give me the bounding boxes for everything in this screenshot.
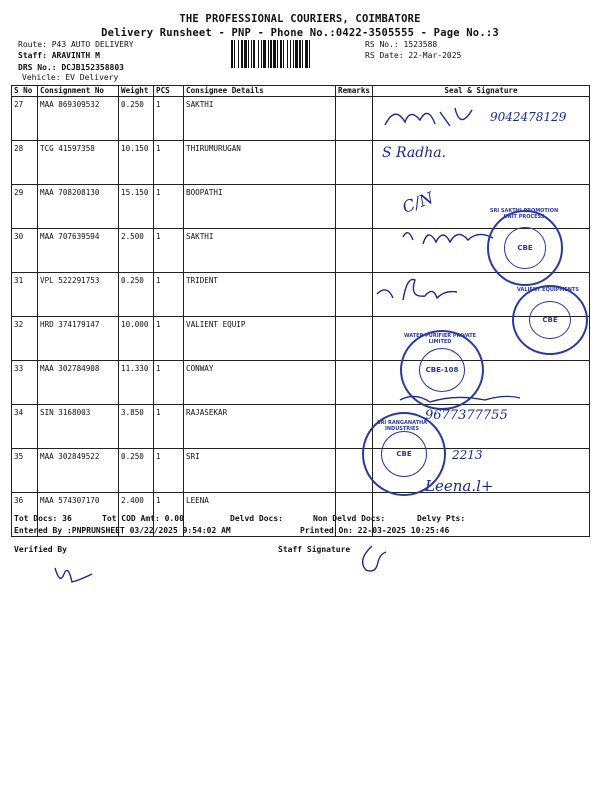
row-pcs: 1	[154, 317, 184, 361]
table-row	[12, 317, 590, 361]
row-remarks	[336, 273, 373, 317]
total-cod: Tot COD Amt: 0.00	[102, 514, 184, 523]
stamp-water-purifier-text: WATER PURIFIER PRIVATE LIMITED	[403, 333, 477, 345]
runsheet-subtitle: Delivery Runsheet - PNP - Phone No.:0422-3505555 - Page No.:3	[101, 27, 499, 39]
row-weight: 0.250	[119, 97, 154, 141]
row-remarks	[336, 317, 373, 361]
table-row	[12, 449, 590, 493]
signature-29: C/N	[399, 188, 436, 217]
row-consignee: SRI	[184, 449, 336, 493]
row-weight: 10.000	[119, 317, 154, 361]
row-consignee: CONWAY	[184, 361, 336, 405]
row-sno: 30	[12, 229, 38, 273]
row-consignment: MAA 574307170	[38, 493, 119, 537]
stamp-sakthi-center: CBE	[504, 227, 546, 269]
stamp-valient-text: VALIENT EQUIPMENTS	[516, 287, 580, 293]
row-pcs: 1	[154, 97, 184, 141]
row-sno: 34	[12, 405, 38, 449]
col-consignee: Consignee Details	[184, 86, 336, 97]
row-remarks	[336, 97, 373, 141]
delivery-points: Delvy Pts:	[417, 514, 466, 523]
row-consignment: MAA 708208130	[38, 185, 119, 229]
signature-35: 2213	[452, 448, 483, 462]
verified-by-label: Verified By	[14, 545, 67, 554]
row-sno: 29	[12, 185, 38, 229]
col-sno: S No	[12, 86, 38, 97]
staff-signature-scribble	[352, 542, 392, 578]
rs-number: RS No.: 1523588	[365, 40, 438, 49]
signature-31-scribble	[375, 272, 465, 306]
rs-date: RS Date: 22-Mar-2025	[365, 51, 462, 60]
row-weight: 3.850	[119, 405, 154, 449]
stamp-valient	[512, 285, 588, 355]
col-pcs: PCS	[154, 86, 184, 97]
row-weight: 11.330	[119, 361, 154, 405]
row-sno: 31	[12, 273, 38, 317]
row-sno: 36	[12, 493, 38, 537]
row-pcs: 1	[154, 361, 184, 405]
col-seal: Seal & Signature	[373, 86, 590, 97]
vehicle-label: Vehicle: EV Delivery	[22, 73, 119, 82]
row-weight: 2.500	[119, 229, 154, 273]
runsheet-table	[11, 85, 590, 537]
signature-27-phone: 9042478129	[490, 110, 567, 124]
row-remarks	[336, 229, 373, 273]
row-pcs: 1	[154, 405, 184, 449]
stamp-water-purifier-center: CBE-108	[419, 348, 465, 392]
row-consignee: TRIDENT	[184, 273, 336, 317]
col-remarks: Remarks	[336, 86, 373, 97]
row-pcs: 1	[154, 185, 184, 229]
company-title: THE PROFESSIONAL COURIERS, COIMBATORE	[179, 13, 421, 25]
delivered-docs: Delvd Docs:	[230, 514, 283, 523]
stamp-valient-center: CBE	[529, 301, 571, 339]
signature-36: Leena.l+	[425, 477, 494, 495]
row-sno: 35	[12, 449, 38, 493]
row-pcs: 1	[154, 229, 184, 273]
row-consignee: SAKTHI	[184, 97, 336, 141]
drs-label: DRS No.: DCJB152358803	[18, 63, 124, 72]
stamp-ranganatha-center: CBE	[381, 431, 427, 477]
row-remarks	[336, 361, 373, 405]
row-pcs: 1	[154, 449, 184, 493]
row-consignee: BOOPATHI	[184, 185, 336, 229]
staff-label: Staff: ARAVINTH M	[18, 51, 100, 60]
row-consignment: MAA 869309532	[38, 97, 119, 141]
row-consignment: MAA 707639594	[38, 229, 119, 273]
row-consignment: TCG 41597358	[38, 141, 119, 185]
row-consignee: SAKTHI	[184, 229, 336, 273]
row-sno: 32	[12, 317, 38, 361]
row-consignment: SIN 3168003	[38, 405, 119, 449]
verifier-signature-scribble	[50, 560, 100, 590]
row-weight: 0.250	[119, 449, 154, 493]
row-consignment: VPL 522291753	[38, 273, 119, 317]
row-remarks	[336, 185, 373, 229]
entered-by: Entered By :PNPRUNSHEET 03/22/2025 9:54:02 AM	[14, 526, 231, 535]
signature-27-scribble	[380, 100, 490, 140]
staff-signature-label: Staff Signature	[278, 545, 351, 554]
stamp-sakthi	[487, 210, 563, 286]
signature-28: S Radha.	[382, 145, 447, 161]
signature-34-phone: 9677377755	[425, 408, 508, 423]
row-pcs: 1	[154, 141, 184, 185]
row-consignee: THIRUMURUGAN	[184, 141, 336, 185]
table-row	[12, 141, 590, 185]
row-weight: 2.400	[119, 493, 154, 537]
row-sno: 28	[12, 141, 38, 185]
row-pcs: 1	[154, 273, 184, 317]
col-weight: Weight	[119, 86, 154, 97]
route-label: Route: P43 AUTO DELIVERY	[18, 40, 134, 49]
total-docs: Tot Docs: 36	[14, 514, 72, 523]
stamp-sakthi-text: SRI SAKTHI PROMOTION UNIT PROCESS	[489, 208, 559, 220]
non-delivered-docs: Non Delvd Docs:	[313, 514, 386, 523]
row-sno: 27	[12, 97, 38, 141]
row-consignee: VALIENT EQUIP	[184, 317, 336, 361]
printed-on: Printed On: 22-03-2025 10:25:46	[300, 526, 450, 535]
row-consignee: RAJASEKAR	[184, 405, 336, 449]
row-consignment: MAA 302849522	[38, 449, 119, 493]
row-weight: 0.250	[119, 273, 154, 317]
col-consignment: Consignment No	[38, 86, 119, 97]
row-sno: 33	[12, 361, 38, 405]
row-weight: 10.150	[119, 141, 154, 185]
table-header-row	[12, 86, 590, 97]
row-consignment: MAA 302784908	[38, 361, 119, 405]
stamp-ranganatha-text: SRI RANGANATHA INDUSTRIES	[376, 420, 428, 432]
barcode-image	[231, 40, 358, 68]
row-consignee: LEENA	[184, 493, 336, 537]
row-remarks	[336, 141, 373, 185]
row-consignment: HRD 374179147	[38, 317, 119, 361]
row-pcs: 1	[154, 493, 184, 537]
row-weight: 15.150	[119, 185, 154, 229]
